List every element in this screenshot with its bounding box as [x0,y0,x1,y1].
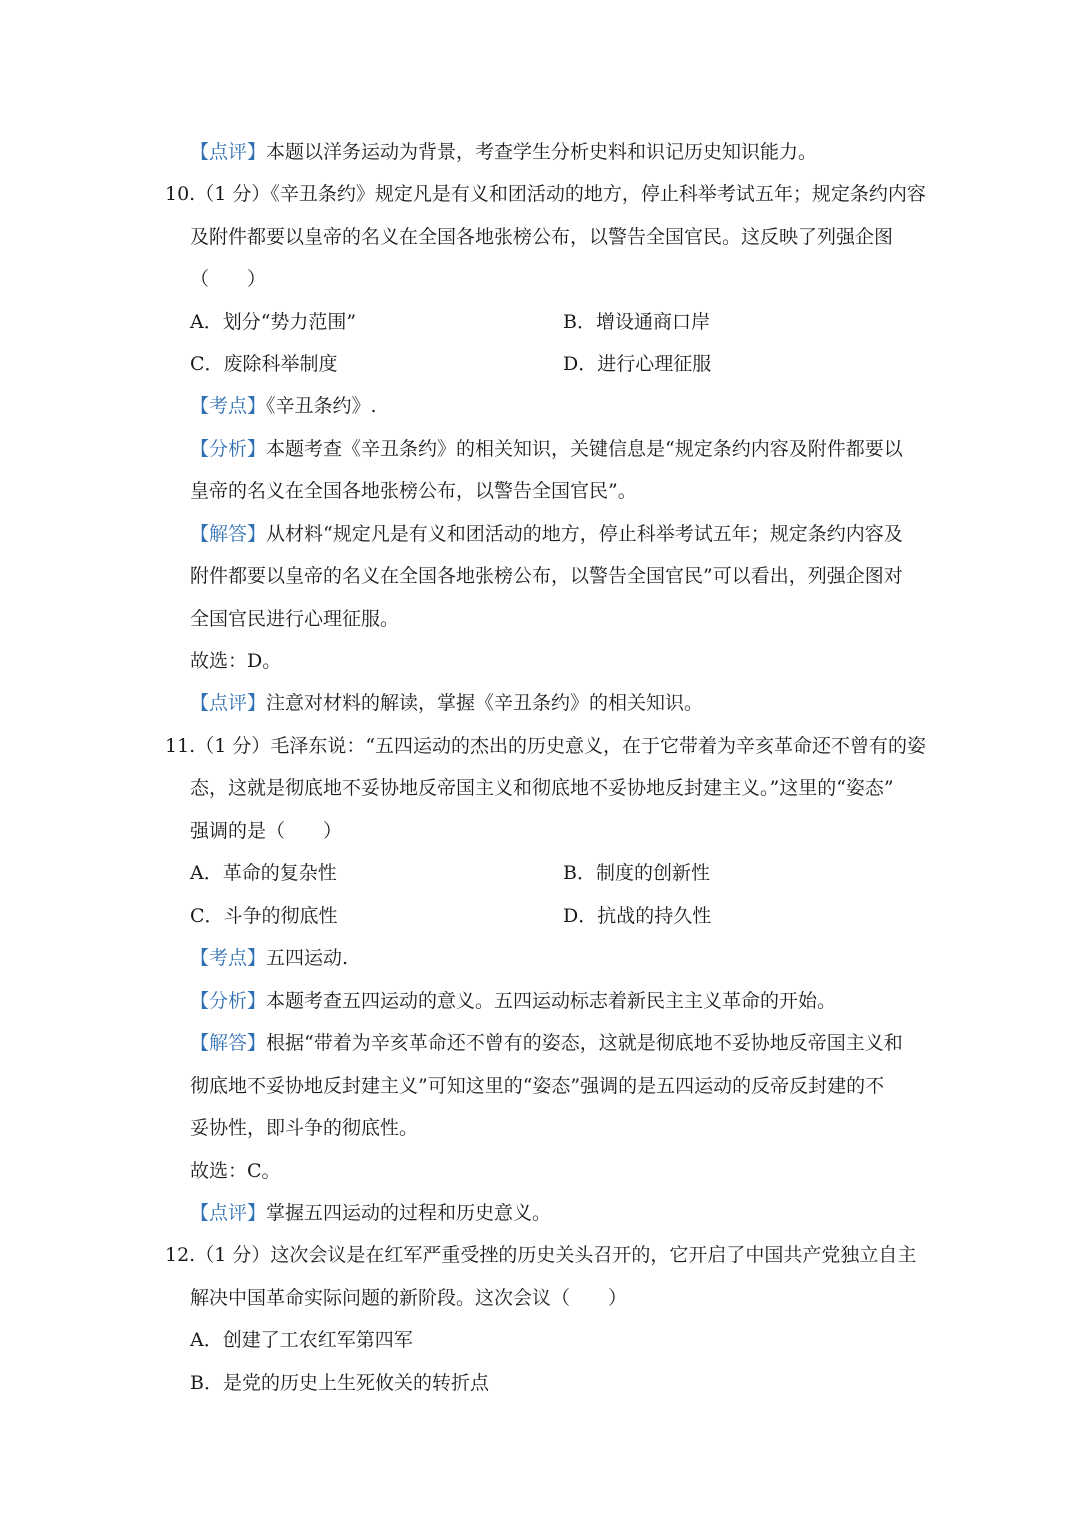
q11-dianping [190,1201,551,1225]
q11-stem-line-2: 态，这就是彻底地不妥协地反帝国主义和彻底地不妥协地反封建主义。”这里的“姿态” [190,777,894,799]
q10-stem-line-1: 10.（1 分）《辛丑条约》规定凡是有义和团活动的地方，停止科举考试五年；规定条约内容 [165,183,926,205]
q10-jieda-line-3: 全国官民进行心理征服。 [190,608,400,630]
q10-answer: 故选：D。 [190,650,282,672]
q10-option-a: A．划分“势力范围” [190,311,357,333]
q11-option-b: B．制度的创新性 [563,862,710,884]
comment-tag: 【点评】 [190,141,267,163]
q10-stem-line-3: （ ） [190,268,267,290]
q10-jieda-line-1 [190,522,903,546]
q12-stem-line-1: 12.（1 分）这次会议是在红军严重受挫的历史关头召开的，它开启了中国共产党独立自主 [165,1244,917,1266]
q11-answer: 故选：C。 [190,1160,281,1182]
jieda-text: 从材料“规定凡是有义和团活动的地方，停止科举考试五年；规定条约内容及 [266,523,903,545]
fenxi-tag: 【分析】 [190,438,267,460]
q11-option-c: C．斗争的彻底性 [190,905,338,927]
q10-option-c: C．废除科举制度 [190,353,338,375]
kaodian-tag: 【考点】 [190,947,267,969]
q11-stem-line-1: 11.（1 分）毛泽东说：“五四运动的杰出的历史意义，在于它带着为辛亥革命还不曾有的姿 [165,735,927,757]
q11-jieda-line-3: 妥协性，即斗争的彻底性。 [190,1117,419,1139]
dianping-tag: 【点评】 [190,1202,267,1224]
fenxi-text: 本题考查《辛丑条约》的相关知识，关键信息是“规定条约内容及附件都要以 [266,438,903,460]
jieda-text: 根据“带着为辛亥革命还不曾有的姿态，这就是彻底地不妥协地反帝国主义和 [266,1032,903,1054]
q10-option-d: D．进行心理征服 [563,353,712,375]
q10-jieda-line-2: 附件都要以皇帝的名义在全国各地张榜公布，以警告全国官民”可以看出，列强企图对 [190,565,903,587]
kaodian-tag: 【考点】 [190,395,267,417]
dianping-tag: 【点评】 [190,692,267,714]
q12-stem-line-2: 解决中国革命实际问题的新阶段。这次会议（ ） [190,1287,628,1309]
q11-fenxi [190,989,836,1013]
kaodian-text: 五四运动. [266,947,349,969]
q12-option-a: A．创建了工农红军第四军 [190,1329,413,1351]
q9-comment [190,140,817,164]
q11-stem-line-3: 强调的是（ ） [190,820,343,842]
dianping-text: 注意对材料的解读，掌握《辛丑条约》的相关知识。 [266,692,704,714]
q10-kaodian [190,394,377,418]
fenxi-tag: 【分析】 [190,990,267,1012]
q10-dianping [190,691,703,715]
dianping-text: 掌握五四运动的过程和历史意义。 [266,1202,552,1224]
q10-fenxi-line-1 [190,437,903,461]
comment-text: 本题以洋务运动为背景，考查学生分析史料和识记历史知识能力。 [266,141,818,163]
q11-jieda-line-1 [190,1031,903,1055]
q10-fenxi-line-2: 皇帝的名义在全国各地张榜公布，以警告全国官民”。 [190,480,637,502]
fenxi-text: 本题考查五四运动的意义。五四运动标志着新民主主义革命的开始。 [266,990,837,1012]
jieda-tag: 【解答】 [190,523,267,545]
q11-jieda-line-2: 彻底地不妥协地反封建主义”可知这里的“姿态”强调的是五四运动的反帝反封建的不 [190,1075,885,1097]
kaodian-text: 《辛丑条约》. [266,395,377,417]
q11-option-d: D．抗战的持久性 [563,905,712,927]
jieda-tag: 【解答】 [190,1032,267,1054]
q12-option-b: B．是党的历史上生死攸关的转折点 [190,1372,489,1394]
q11-option-a: A．革命的复杂性 [190,862,337,884]
q10-option-b: B．增设通商口岸 [563,311,710,333]
q11-kaodian [190,946,348,970]
q10-stem-line-2: 及附件都要以皇帝的名义在全国各地张榜公布，以警告全国官民。这反映了列强企图 [190,226,894,248]
